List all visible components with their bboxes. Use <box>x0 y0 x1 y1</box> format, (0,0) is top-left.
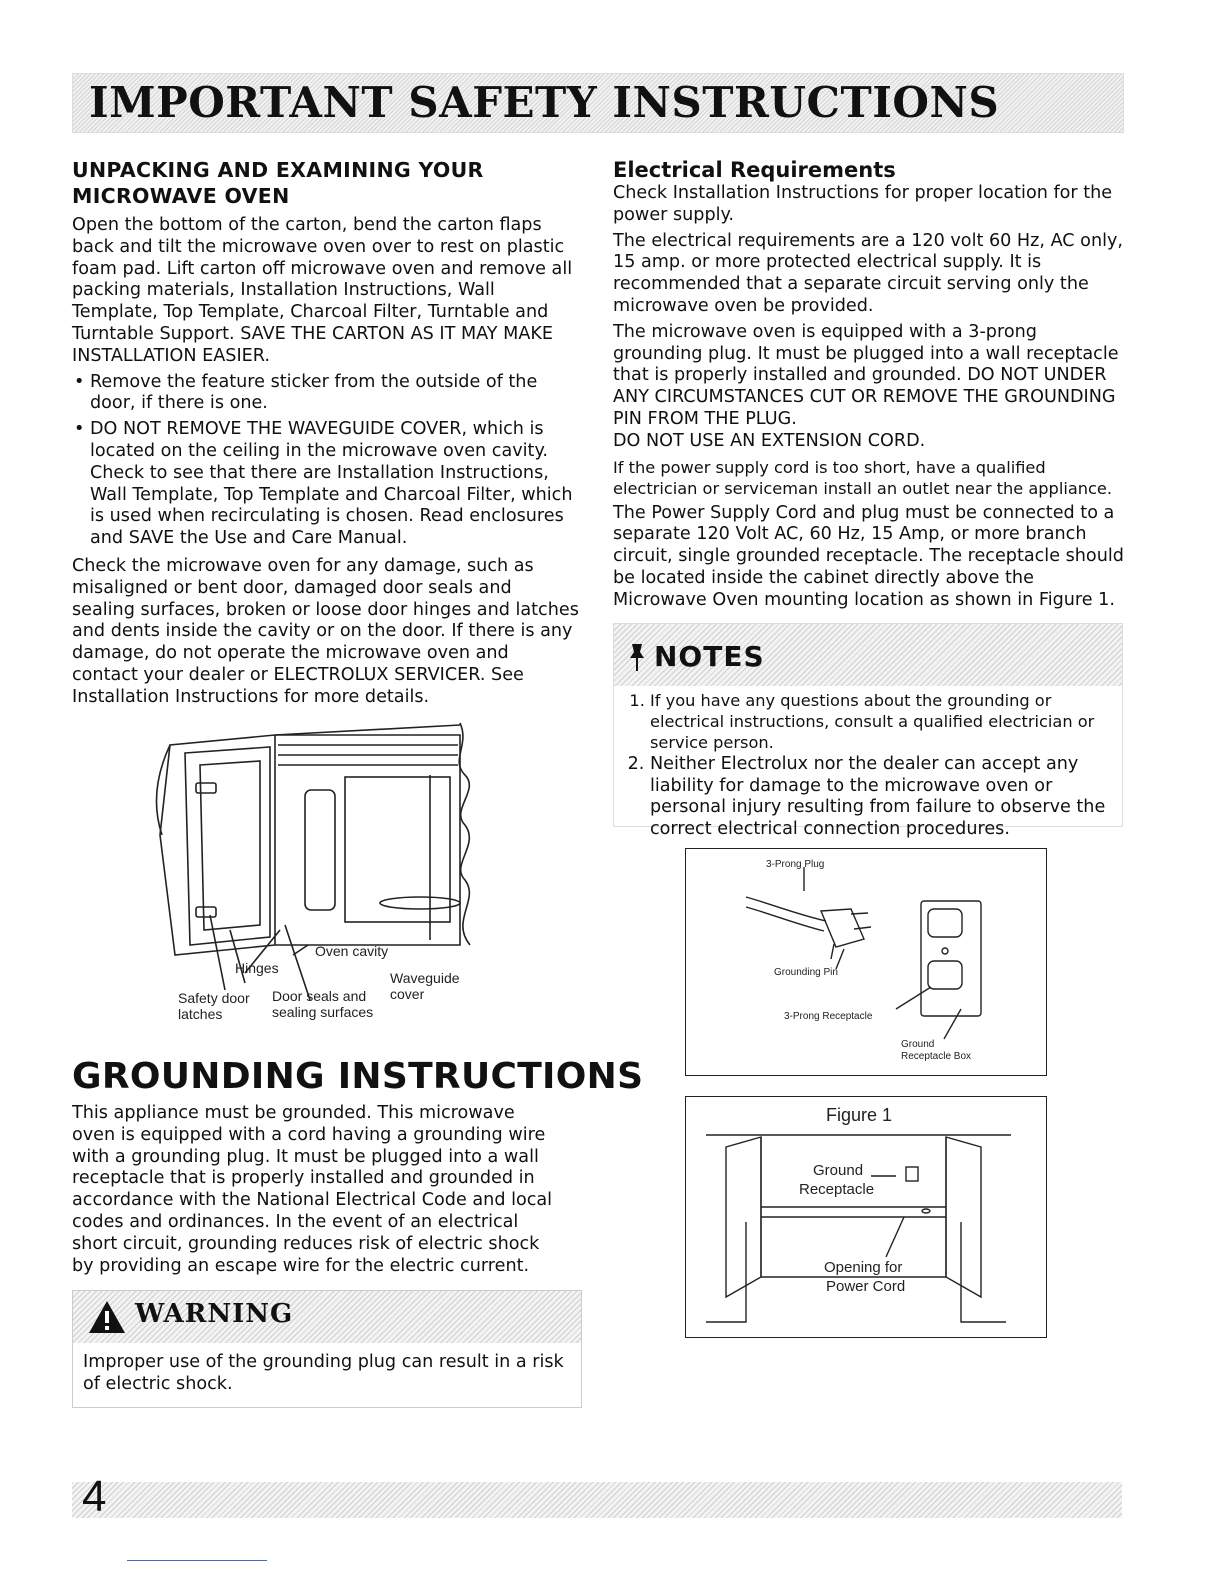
label-oven-cavity: Oven cavity <box>315 943 389 959</box>
footer-bar <box>72 1482 1122 1518</box>
label-cover: cover <box>390 986 425 1002</box>
warning-text: Improper use of the grounding plug can result in a risk of electric shock. <box>83 1352 564 1394</box>
electrical-section <box>613 157 1125 616</box>
label-waveguide: Waveguide <box>390 970 460 986</box>
warning-box <box>72 1290 582 1408</box>
electrical-p3: The microwave oven is equipped with a 3-prong grounding plug. It must be plugged into a wall receptacle that is properly installed and grounded. DO NOT UNDER ANY CIRCUMSTANCES CUT OR REMOVE THE GROUNDING PIN FROM THE PLUG. <box>613 321 1119 429</box>
electrical-p3b: DO NOT USE AN EXTENSION CORD. <box>613 430 926 451</box>
label-ground: Ground <box>901 1039 935 1050</box>
note-item: 2. Neither Electrolux nor the dealer can accept any liability for damage to the microwave oven or personal injury resulting from failure to observe the correct electrical connection procedures. <box>650 754 1112 840</box>
label-power-cord: Power Cord <box>826 1278 906 1295</box>
figure-1-diagram <box>685 1096 1047 1338</box>
label-hinges: Hinges <box>235 960 279 976</box>
grounding-heading: GROUNDING INSTRUCTIONS <box>72 1056 644 1097</box>
electrical-heading: Electrical Requirements <box>613 158 896 182</box>
plug-diagram <box>685 848 1047 1076</box>
unpacking-bullets <box>72 372 580 550</box>
unpacking-paragraph-2: Check the microwave oven for any damage, such as misaligned or bent door, damaged door seals and sealing surfaces, broken or loose door hinges and latches and dents inside the cavity or on the door. If there is any damage, do not operate the microwave oven and contact your dealer or ELECTROLUX SERVICER. See Installation Instructions for more details. <box>72 555 579 707</box>
electrical-p5: The Power Supply Cord and plug must be connected to a separate 120 Volt AC, 60 Hz, 15 Amp, or more branch circuit, single grounded receptacle. The receptacle should be located inside the cabinet directly above the Microwave Oven mounting location as shown in Figure 1. <box>613 502 1124 610</box>
label-opening-for: Opening for <box>824 1259 903 1276</box>
warning-label: WARNING <box>135 1299 294 1329</box>
unpacking-paragraph-1: Open the bottom of the carton, bend the carton flaps back and tilt the microwave oven over to rest on plastic foam pad. Lift carton off microwave oven and remove all packing materials, Installation Instructions, Wall Template, Top Template, Charcoal Filter, Turntable and Turntable Support. SAVE THE CARTON AS IT MAY MAKE INSTALLATION EASIER. <box>72 215 573 366</box>
notes-box <box>613 623 1123 839</box>
electrical-p1: Check Installation Instructions for proper location for the power supply. <box>613 183 1113 225</box>
electrical-p4: If the power supply cord is too short, have a qualified electrician or serviceman install an outlet near the appliance. <box>613 457 1112 498</box>
label-receptacle-box: Receptacle Box <box>901 1051 972 1062</box>
label-3-prong-receptacle: 3-Prong Receptacle <box>784 1011 873 1022</box>
bullet-item: • DO NOT REMOVE THE WAVEGUIDE COVER, which is located on the ceiling in the microwave oven cavity. Check to see that there are Installation Instructions, Wall Template, Top Template and Charcoal Filter, which is used when recirculating is chosen. Read enclosures and SAVE the Use and Care Manual. <box>72 419 580 550</box>
grounding-text: This appliance must be grounded. This microwave oven is equipped with a cord having a grounding wire with a grounding plug. It must be plugged into a wall receptacle that is properly installed and grounded in accordance with the National Electrical Code and local codes and ordinances. In the event of an electrical short circuit, grounding reduces risk of electric shock by providing an escape wire for the electric current. <box>72 1103 553 1276</box>
unpacking-heading: UNPACKING AND EXAMINING YOUR MICROWAVE OVEN <box>72 158 484 208</box>
bullet-item: • Remove the feature sticker from the outside of the door, if there is one. <box>72 372 580 416</box>
label-safety-door: Safety door <box>178 990 250 1006</box>
page-banner <box>72 73 1124 133</box>
label-door-seals: Door seals and <box>272 988 367 1004</box>
divider <box>127 1560 267 1561</box>
label-figure-ground: Ground <box>813 1162 864 1179</box>
label-latches: latches <box>178 1006 223 1022</box>
notes-header <box>614 624 1122 686</box>
label-sealing-surfaces: sealing surfaces <box>272 1004 374 1020</box>
page-number: 4 <box>82 1472 107 1521</box>
warning-triangle-icon <box>87 1299 127 1335</box>
notes-label: NOTES <box>654 640 765 673</box>
warning-header <box>73 1291 581 1343</box>
page-title: IMPORTANT SAFETY INSTRUCTIONS <box>89 78 1000 127</box>
figure-1-title: Figure 1 <box>826 1105 893 1125</box>
unpacking-section <box>72 157 580 713</box>
oven-diagram <box>130 715 490 1035</box>
pushpin-icon <box>626 642 648 672</box>
note-item: 1. If you have any questions about the grounding or electrical instructions, consult a qualified electrician or service person. <box>650 690 1112 753</box>
label-figure-receptacle: Receptacle <box>799 1181 875 1198</box>
label-3-prong-plug: 3-Prong Plug <box>766 859 825 870</box>
notes-body <box>614 686 1122 840</box>
electrical-p2: The electrical requirements are a 120 volt 60 Hz, AC only, 15 amp. or more protected electrical supply. It is recommended that a separate circuit serving only the microwave oven be provided. <box>613 230 1123 316</box>
label-grounding-pin: Grounding Pin <box>774 967 838 978</box>
